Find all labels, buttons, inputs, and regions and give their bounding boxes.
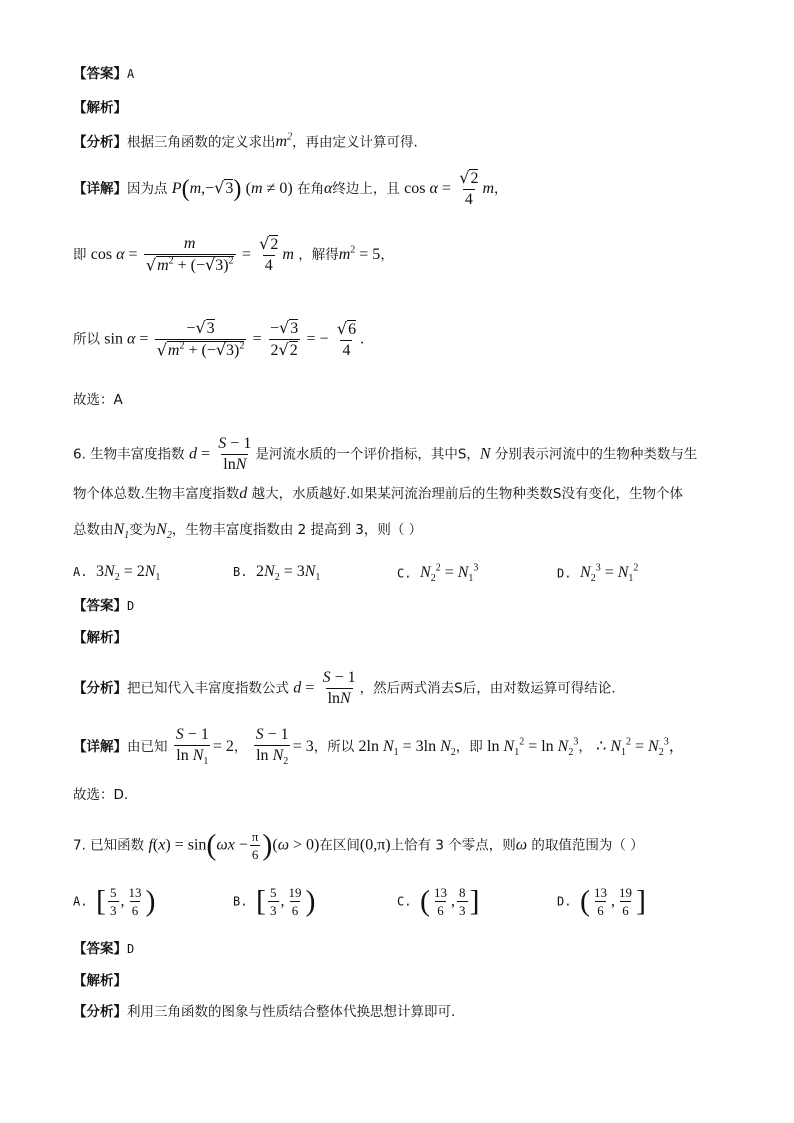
text: 所以 [73,331,100,348]
math-m2-eq-5: $m^2 = 5$ [338,244,381,264]
jiexi-tag: 【解析】 [73,100,127,116]
math-sqrt3: √3 [214,178,234,197]
math-frac-sqrt6-4: $\frac{√6}{4}$ [336,318,357,359]
xiangjie-tag: 【详解】 [73,181,127,197]
q7-fenxi [73,1006,455,1020]
q6-option-d[interactable] [557,564,638,585]
q5-xiangjie-line1: 【详解】因为点 P(m,−√3) (m ≠ 0) 在角α终边上，且 cos α = $\frac{√2}{4}$ m， [73,168,508,208]
q7-option-b[interactable]: B. [ $\frac{5}{3}$ , $\frac{19}{6}$ ) [233,884,316,918]
q6-stem-line1: 6. 生物丰富度指数 d = $\frac{S - 1}{\ln N}$ 是河流水质的一个评价指标，其中S，N 分别表示河流中的生物种类数与生 [73,435,698,473]
answer-tag: 【答案】 [73,66,127,82]
math-eq3: ∴ $N_1^2 = N_2^3$， [596,736,685,759]
text: 终边上，且 [332,181,400,197]
math-frac-sqrt2-4: $\frac{√2}{4}$ [259,234,279,275]
option-letter: C. [397,566,412,581]
math-frac-m-over-sqrt: $\frac{m}{√m^2 + (-√3)^2}$ [145,235,234,275]
fenxi-text-b: ，再由定义计算可得. [292,134,418,151]
q7-option-d[interactable]: D. ( $\frac{13}{6}$ , $\frac{19}{6}$ ] [557,884,647,918]
text: 利用三角函数的图象与性质结合整体代换思想计算即可. [127,1004,456,1020]
q5-guxuan [73,394,123,408]
fenxi-text-a: 根据三角函数的定义求出 [127,134,276,151]
text: 因为点 [127,181,168,197]
text: 7. 已知函数 [73,837,145,854]
option-math: $N_2^3 = N_1^2$ [580,563,639,585]
answer-tag: 【答案】 [73,941,127,957]
math-function: f(x) = sin [148,836,207,854]
answer-value: D [127,942,135,956]
answer-tag: 【答案】 [73,598,127,614]
text: 变为 [129,522,157,538]
text: 分别表示河流中的生物种类数与生 [494,446,698,463]
math-frac-s-1-lnN: $\frac{S - 1}{\ln N}$ [218,435,252,473]
math-interval: (0,π) [359,836,391,854]
text: 把已知代入丰富度指数公式 [127,680,289,697]
q7-stem: 7. 已知函数 f(x) = sin(ωx − $\frac{\pi}{6}$ )(ω > 0)在区间(0,π)上恰有 3 个零点，则ω 的取值范围为（ ） [73,828,644,862]
math-cos-alpha: cos α = [404,180,451,197]
answer-value: D [127,599,135,613]
math-frac-s-1-lnN2: $\frac{S - 1}{\ln N_2}$ [255,726,289,768]
q6-option-b[interactable] [233,564,320,583]
jiexi-tag: 【解析】 [73,973,127,989]
text: 在角 [296,181,324,197]
q6-guxuan [73,789,128,803]
guxuan-text: 故选：A [73,392,123,408]
answer-value: A [127,67,135,81]
math-frac-sqrt2-4: $\frac{√2}{4}$ [459,168,479,208]
math-frac-neg-sqrt3-2sqrt2: $\frac{-√3}{2√2}$ [270,318,299,360]
text: ，所以 [313,739,355,756]
text: ， [233,739,248,756]
fenxi-tag: 【分析】 [73,680,127,697]
math-m-squared: $m^2$ [275,132,293,151]
q6-stem-line2: 物个体总数.生物丰富度指数d 越大，水质越好.如果某河流治理前后的生物种类数S没有变化，生物个体 [73,485,683,502]
text: 的取值范围为（ ） [531,837,644,854]
q5-jiexi [73,102,127,116]
q6-answer-line [73,600,134,614]
jiexi-tag: 【解析】 [73,630,127,646]
text: ，生物丰富度指数由 2 提高到 3，则（ ） [171,522,423,538]
math-point-p: P [171,180,182,197]
text: 物个体总数.生物丰富度指数 [73,486,240,502]
fenxi-tag: 【分析】 [73,1004,127,1020]
q6-option-c[interactable] [397,564,478,585]
math-eq2: $\ln N_1^2 = \ln N_2^3$ [487,736,579,759]
q5-answer-line [73,68,134,82]
math-paren: ( [181,176,190,202]
option-math: $N_2^2 = N_1^3$ [420,563,479,585]
option-letter: C. [397,894,412,909]
text: 在区间 [319,837,360,854]
q7-option-c[interactable]: C. ( $\frac{13}{6}$ , $\frac{8}{3}$ ] [397,884,480,918]
fenxi-tag: 【分析】 [73,134,127,151]
q7-option-a[interactable]: A. [ $\frac{5}{3}$ , $\frac{13}{6}$ ) [73,884,156,918]
q6-option-a[interactable] [73,564,160,583]
xiangjie-tag: 【详解】 [73,739,127,756]
math-m: m [189,180,202,197]
text: 即 [73,247,87,264]
option-letter: B. [233,894,248,909]
guxuan-text: 故选：D. [73,787,129,803]
option-letter: A. [73,565,88,579]
text: 总数由 [73,522,114,538]
text: 上恰有 3 个零点，则 [390,837,516,854]
math-frac-neg-sqrt3: $\frac{-√3}{√m^2 + (-√3)^2}$ [156,318,245,360]
q6-stem-line3: 总数由$N_1$变为$N_2$，生物丰富度指数由 2 提高到 3，则（ ） [73,521,423,542]
option-math: $3N_2 = 2N_1$ [96,563,161,584]
text: ， [578,739,592,756]
text: 由已知 [127,739,168,756]
text: 越大，水质越好.如果某河流治理前后的生物种类数S没有变化，生物个体 [251,486,683,502]
option-letter: A. [73,894,88,909]
q5-xiangjie-line2: 即 cos α = $\frac{m}{√m^2 + (-√3)^2}$ = $\frac{√2}{4}$ m ，解得$m^2 = 5$， [73,234,394,275]
option-letter: D. [557,894,572,909]
q6-jiexi [73,632,127,646]
math-m-neq-0: (m ≠ 0) [245,180,293,197]
q6-fenxi: 【分析】把已知代入丰富度指数公式 d = $\frac{S - 1}{\ln N}$ ，然后两式消去S后，由对数运算可得结论. [73,669,616,707]
text: ，解得 [298,247,339,264]
text: ，即 [455,739,483,756]
q5-fenxi [73,133,418,150]
math-frac-s-1-lnN: $\frac{S - 1}{\ln N}$ [322,669,356,707]
option-math: $2N_2 = 3N_1$ [256,563,321,584]
math-eq1: 2ln $N_1 = 3\ln$ $N_2$ [358,738,456,759]
text: 6. 生物丰富度指数 [73,446,185,463]
option-letter: B. [233,565,248,579]
q5-xiangjie-line3: 所以 sin α = $\frac{-√3}{√m^2 + (-√3)^2}$ = $\frac{-√3}{2√2}$ = − $\frac{√6}{4}$ . [73,318,365,360]
text: ，然后两式消去S后，由对数运算可得结论. [359,680,616,697]
math-frac-s-1-lnN1: $\frac{S - 1}{\ln N_1}$ [175,726,209,768]
text: 是河流水质的一个评价指标，其中S， [255,446,480,463]
option-letter: D. [557,566,572,581]
q6-xiangjie: 【详解】由已知 $\frac{S - 1}{\ln N_1}$ = 2， $\frac{S - 1}{\ln N_2}$ = 3，所以 2ln $N_1 = 3\ln$ $N_2$，即 $\ln N_1^2 = \ln N_2^3$， ∴ $N_1^2 = N_2^3$， [73,726,685,768]
q7-answer-line [73,943,134,957]
q7-jiexi [73,975,127,989]
